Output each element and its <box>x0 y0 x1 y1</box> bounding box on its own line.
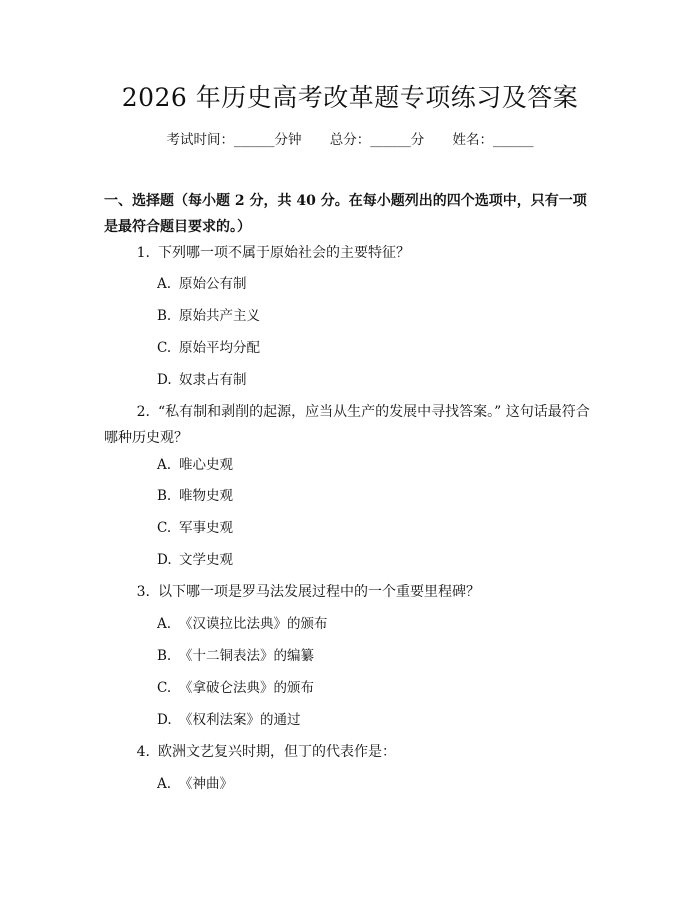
question-2-option-a <box>157 455 233 475</box>
option-text: 奴隶占有制 <box>179 372 247 388</box>
question-number: 3. <box>136 584 150 600</box>
document-title: 2026 年历史高考改革题专项练习及答案 <box>121 83 579 112</box>
option-letter: A. <box>157 776 172 792</box>
option-letter: C. <box>157 340 172 356</box>
option-text: 文学史观 <box>179 552 233 568</box>
exam-time-field: 考试时间：______分钟 <box>166 132 302 148</box>
question-1-option-a <box>157 274 247 294</box>
question-4-option-a <box>157 774 233 794</box>
question-number: 2. <box>136 404 150 420</box>
question-text: 欧洲文艺复兴时期，但丁的代表作是： <box>158 744 396 760</box>
question-number: 1. <box>136 245 150 261</box>
question-3-option-b <box>157 646 314 666</box>
question-3-option-c <box>157 678 314 698</box>
option-letter: D. <box>157 712 172 728</box>
question-number: 4. <box>136 744 150 760</box>
option-letter: A. <box>157 616 172 632</box>
question-text: “私有制和剥削的起源，应当从生产的发展中寻找答案。” 这句话最符合哪种历史观？ <box>104 404 590 446</box>
section-heading: 一、选择题（每小题 2 分，共 40 分。在每小题列出的四个选项中，只有一项是最符合题目要求的。） <box>104 193 587 235</box>
option-text: 《拿破仑法典》的颁布 <box>179 680 314 696</box>
option-text: 唯心史观 <box>179 457 233 473</box>
option-text: 《神曲》 <box>179 776 233 792</box>
exam-info-line <box>0 130 700 150</box>
option-letter: C. <box>157 680 172 696</box>
option-text: 《十二铜表法》的编纂 <box>179 648 314 664</box>
student-name-field: 姓名：______ <box>452 132 534 148</box>
question-2-option-b <box>157 486 233 506</box>
option-text: 原始公有制 <box>179 276 247 292</box>
option-letter: B. <box>157 488 172 504</box>
question-2 <box>104 399 600 451</box>
option-letter: A. <box>157 276 172 292</box>
option-text: 原始平均分配 <box>179 340 260 356</box>
option-letter: B. <box>157 308 172 324</box>
question-1-option-d <box>157 370 247 390</box>
option-text: 原始共产主义 <box>179 308 260 324</box>
question-3-option-a <box>157 614 328 634</box>
question-4 <box>104 739 600 765</box>
question-2-option-c <box>157 518 233 538</box>
question-1-option-c <box>157 338 260 358</box>
option-letter: C. <box>157 520 172 536</box>
option-text: 唯物史观 <box>179 488 233 504</box>
option-letter: A. <box>157 457 172 473</box>
question-1 <box>104 240 600 266</box>
option-text: 《汉谟拉比法典》的颁布 <box>179 616 328 632</box>
question-text: 以下哪一项是罗马法发展过程中的一个重要里程碑？ <box>158 584 480 600</box>
option-letter: D. <box>157 552 172 568</box>
option-letter: D. <box>157 372 172 388</box>
option-text: 《权利法案》的通过 <box>179 712 301 728</box>
question-1-option-b <box>157 306 260 326</box>
total-score-field: 总分：______分 <box>329 132 425 148</box>
question-3-option-d <box>157 710 301 730</box>
option-text: 军事史观 <box>179 520 233 536</box>
question-3 <box>104 579 600 605</box>
question-2-option-d <box>157 550 233 570</box>
question-text: 下列哪一项不属于原始社会的主要特征？ <box>158 245 410 261</box>
option-letter: B. <box>157 648 172 664</box>
